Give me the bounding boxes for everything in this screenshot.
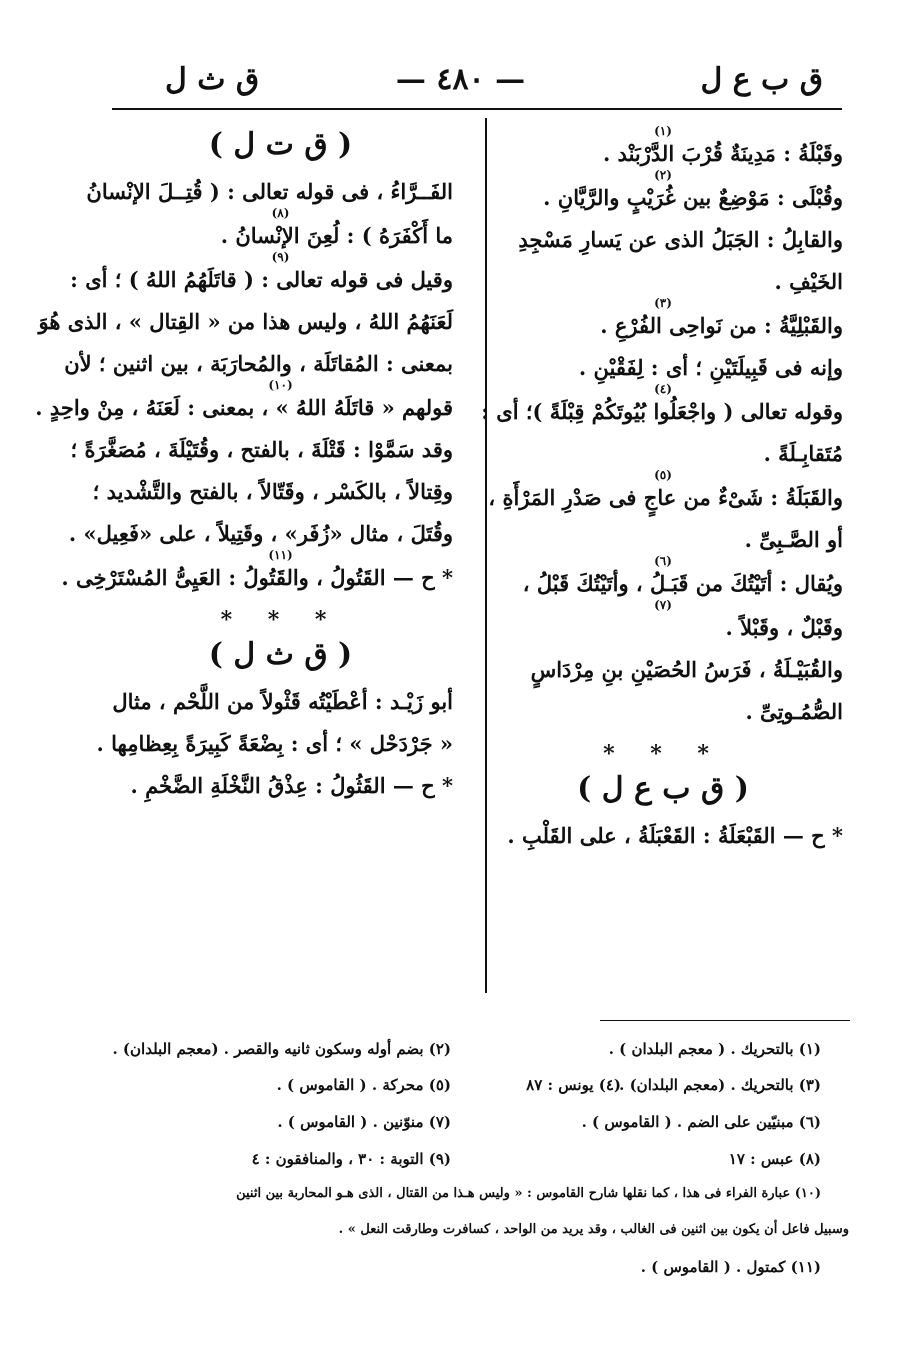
footnote-marker: (٥) [654, 468, 672, 482]
footnote-marker: (٨) [271, 206, 290, 220]
section-heading: ( ق ث ل ) [208, 637, 353, 672]
footnote: وسبيل فاعل أن يكون بين اثنين فى الغالب ، وقد يريد من الواحد ، كسافرت وطارقت النعل » . [338, 1222, 849, 1237]
right-column [483, 125, 843, 851]
footnote: (١) بالتحريك . ( معجم البلدان ) . [608, 1040, 821, 1058]
entry-line: وقَبْلَةُ : مَدِينَةٌ قُرْبَ الدَّرْبَنْد . [602, 141, 843, 166]
entry-line: « جَرْدَحْل » ؛ أى : بِضْعَةً كَبِيرَةً بِعِظامِها . [96, 731, 453, 756]
entry-line: وقيل فى قوله تعالى : ( قاتَلَهُمُ اللهُ ) ؛ أى : [70, 267, 453, 292]
entry-line: مُتَقابِـلَةً . [763, 441, 843, 466]
entry-line: وقِتالاً ، بالكَسْر ، وقَتّالاً ، بالفتح والتَّشْديد ؛ [92, 479, 453, 504]
entry-line: وقَبْلٌ ، وقَبْلاً . [725, 615, 843, 640]
footnote-marker: (٩) [271, 250, 290, 264]
footnote-marker: (٢) [654, 168, 672, 182]
footnote-marker: (٤) [654, 382, 672, 396]
footnote-marker: (٧) [654, 598, 672, 612]
section-separator: * * * [220, 607, 341, 633]
header-right-entry: ق ب ع ل [700, 62, 823, 97]
header-left-entry: ق ث ل [165, 62, 260, 97]
entry-line: الفَــرَّاءُ ، فى قوله تعالى : ( قُتِــلَ الإنْسانُ [86, 179, 453, 204]
entry-line: الصُّمُـوتِىِّ . [745, 699, 843, 724]
entry-line: أبو زَيْـد : أعْطَيْتُه قَثْولاً من اللَّحْم ، مثال [112, 689, 453, 714]
entry-line: * ح — القَبْعَلَةُ : القَعْبَلَةُ ، على القَلْبِ . [507, 823, 843, 848]
entry-line: لَعَنَهُمُ اللهُ ، وليس هذا من « القِتال » ، الذى هُوَ [38, 309, 453, 334]
entry-line: وقوله تعالى ( واجْعَلُوا بُيُوتَكُمْ قِبْلَةً )؛ أى : [481, 399, 843, 424]
footnote-marker: (١) [654, 124, 672, 138]
footnote: (٩) التوبة : ٣٠ ، والمنافقون : ٤ [251, 1150, 451, 1168]
entry-line: * ح — القَثُولُ : عِذْقُ النَّخْلَةِ الضَّخْمِ . [130, 773, 453, 798]
page-number: — ٤٨٠ — [395, 62, 526, 97]
entry-line: والقَبْلِيَّةُ : من نَواحِى الفُرْعِ . [600, 313, 843, 338]
entry-line: والقُبَيْـلَةُ ، فَرَسُ الحُصَيْنِ بنِ مِرْدَاسٍ [530, 657, 843, 682]
entry-line: ويُقال : أتَيْتُكَ من قَبَـلُ ، وأتَيْتُكَ قَبْلُ ، [522, 571, 843, 596]
entry-line: وقد سَمَّوْا : قَتْلَةَ ، بالفتح ، وقُتَيْلَةَ ، مُصَغَّرَةً ؛ [70, 437, 453, 462]
entry-line: والقابِلُ : الجَبَلُ الذى عن يَسارِ مَسْجِدِ [518, 227, 843, 252]
left-column [35, 125, 453, 801]
footnote: (٨) عبس : ١٧ [728, 1150, 821, 1168]
section-heading: ( ق ت ل ) [208, 127, 353, 162]
entry-line: وقُتَلَ ، مثال «زُفَر» ، وقَتِيلاً ، على «فَعِيل» . [68, 521, 453, 546]
footnote: (٤) يونس : ٨٧ [526, 1076, 621, 1094]
footnote: (٣) بالتحريك . (معجم البلدان) . [619, 1076, 821, 1094]
entry-line: قولهم « قاتَلَهُ اللهُ » ، بمعنى : لَعَنَهُ ، مِنْ واحِدٍ . [35, 395, 453, 420]
footnote-rule [600, 1020, 850, 1021]
section-separator: * * * [603, 741, 723, 767]
entry-line: وقُبْلَى : مَوْضِعٌ بين غُرَيْبٍ والرَّيَّانِ . [543, 185, 843, 210]
footnote: (١١) كمتول . ( القاموس ) . [640, 1258, 821, 1276]
entry-line: ما أَكْفَرَهُ ) : لُعِنَ الإنْسانُ . [220, 223, 453, 248]
footnote: (٦) مبنيّين على الضم . ( القاموس ) . [581, 1113, 821, 1131]
entry-line: أو الصَّـبِىِّ . [744, 527, 843, 552]
entry-line: بمعنى : المُقاتَلَة ، والمُحارَبَة ، بين اثنين ؛ لأن [64, 351, 453, 376]
footnote: (٧) منوّنين . ( القاموس ) . [277, 1113, 451, 1131]
footnote: (٢) بضم أوله وسكون ثانيه والقصر . (معجم البلدان) . [112, 1040, 451, 1058]
entry-line: * ح — القَتُولُ ، والقَتُولُ : العَيِىُّ المُسْتَرْخِى . [61, 565, 453, 590]
section-heading: ( ق ب ع ل ) [577, 771, 749, 806]
entry-line: والقَبَلَةُ : شَىْءٌ من عاجٍ فى صَدْرِ المَرْأَةِ ، [488, 485, 843, 510]
header-rule [112, 108, 842, 110]
footnote-marker: (٣) [654, 296, 672, 310]
entry-line: الخَيْفِ . [774, 269, 843, 294]
footnote-marker: (١٠) [268, 378, 293, 392]
footnote-marker: (٦) [654, 554, 672, 568]
entry-line: وإنه فى قَبِيلَتَيْنِ ؛ أى : لِفَقْيْنِ . [578, 355, 843, 380]
footnote: (١٠) عبارة الفراء فى هذا ، كما نقلها شارح القاموس : « وليس هـذا من القتال ، الذى هـو المحاربة بين اثنين [236, 1186, 821, 1201]
footnote: (٥) محركة . ( القاموس ) . [276, 1076, 451, 1094]
footnote-marker: (١١) [268, 548, 293, 562]
